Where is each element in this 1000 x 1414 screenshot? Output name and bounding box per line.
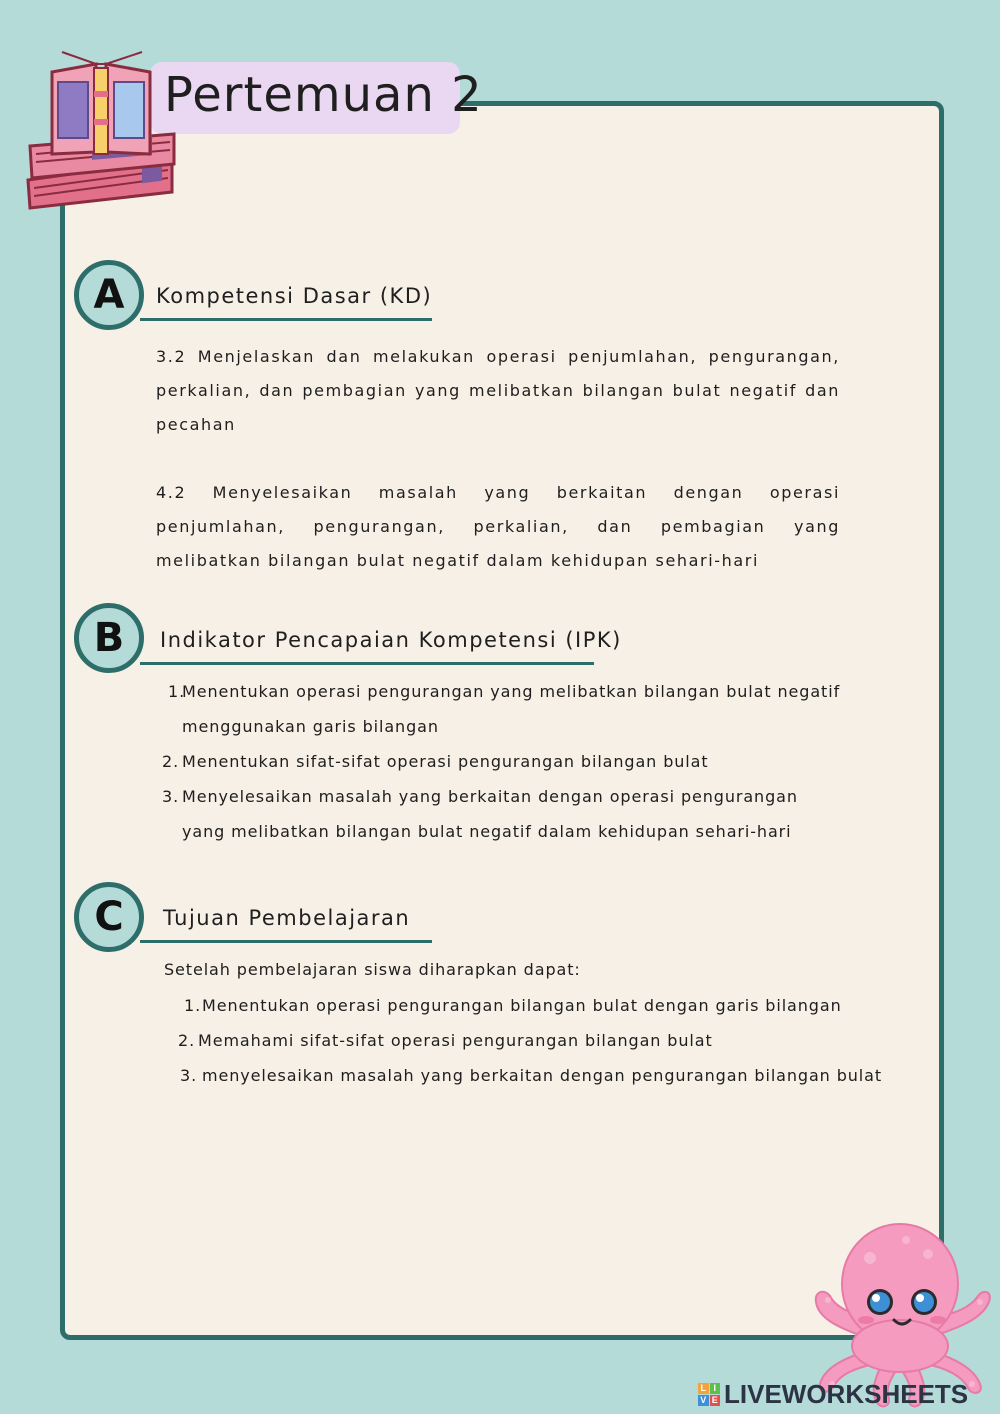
section-c-badge: C [74,882,144,952]
list-item-text: Menyelesaikan masalah yang berkaitan dengan operasi pengurangan yang melibatkan bilangan bulat negatif dalam kehidupan sehari-hari [182,787,798,841]
ipk-list [162,674,842,849]
logo-letter: V [698,1395,709,1406]
logo-letter: L [698,1383,709,1394]
list-item-text: Memahami sifat-sifat operasi pengurangan bilangan bulat [198,1031,713,1050]
list-item [178,988,898,1023]
list-item [178,1058,898,1093]
list-item [162,674,842,744]
list-number: 3. [180,1066,198,1085]
kd-3-2-text: 3.2 Menjelaskan dan melakukan operasi penjumlahan, pengurangan, perkalian, dan pembagian yang melibatkan bilangan bulat negatif dan pecahan [156,347,840,434]
list-number: 3. [162,787,180,806]
list-item-text: menyelesaikan masalah yang berkaitan dengan pengurangan bilangan bulat [202,1066,883,1085]
liveworksheets-brand: LIVEWORKSHEETS [724,1378,969,1409]
list-item-text: Menentukan sifat-sifat operasi pengurangan bilangan bulat [182,752,709,771]
kd-4-2-text: 4.2 Menyelesaikan masalah yang berkaitan dengan operasi penjumlahan, pengurangan, perkalian, dan pembagian yang melibatkan bilangan bulat negatif dalam kehidupan sehari-hari [156,483,840,570]
tujuan-intro: Setelah pembelajaran siswa diharapkan dapat: [164,960,581,979]
liveworksheets-watermark [698,1378,968,1410]
logo-letter: E [710,1395,721,1406]
list-item-text: Menentukan operasi pengurangan bilangan bulat dengan garis bilangan [202,996,842,1015]
list-item [178,1023,898,1058]
list-number: 1. [168,682,186,701]
list-item [162,744,842,779]
section-a-title: Kompetensi Dasar (KD) [156,284,433,308]
list-item [162,779,842,849]
list-number: 1. [184,996,202,1015]
list-number: 2. [178,1031,196,1050]
section-b-underline [140,662,594,665]
section-a-underline [140,318,432,321]
section-b-title: Indikator Pencapaian Kompetensi (IPK) [160,628,622,652]
liveworksheets-logo-icon [698,1383,720,1405]
logo-letter: I [710,1383,721,1394]
list-item-text: Menentukan operasi pengurangan yang melibatkan bilangan bulat negatif menggunakan garis bilangan [182,682,841,736]
books-illustration [22,42,182,214]
tujuan-list [178,988,898,1093]
section-a-badge: A [74,260,144,330]
section-c-underline [140,940,432,943]
section-c-title: Tujuan Pembelajaran [163,906,411,930]
section-b-badge: B [74,603,144,673]
list-number: 2. [162,752,180,771]
page-title: Pertemuan 2 [164,67,483,123]
